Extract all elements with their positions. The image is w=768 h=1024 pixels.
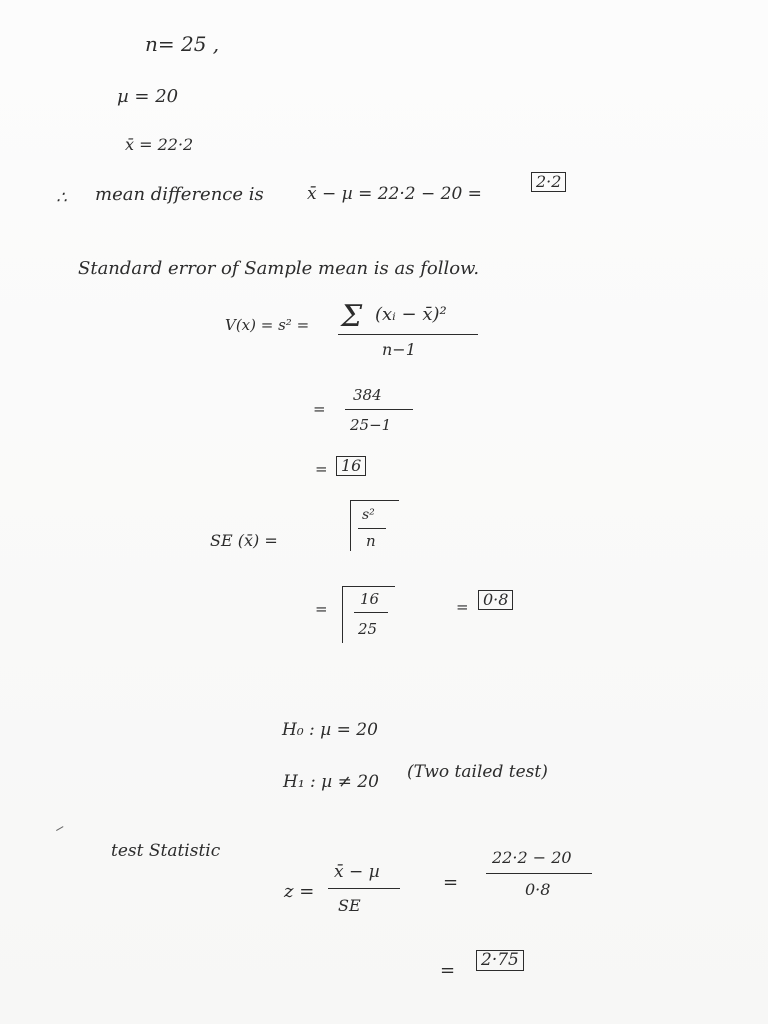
z-fraction-bar [328,888,400,889]
z-value-denominator: 0·8 [525,880,551,899]
two-tailed-note: (Two tailed test) [407,762,548,782]
mean-difference-result: 2·2 [531,172,566,192]
null-hypothesis: H₀ : µ = 20 [282,720,378,740]
den-25-1: 25−1 [350,416,392,434]
equals-3: = [315,600,328,618]
given-mu: µ = 20 [117,86,179,107]
sum-symbol: Σ [341,299,363,334]
stray-pen-mark [56,826,64,832]
z-numerator: x̄ − µ [334,862,380,882]
variance-numerator: (xᵢ − x̄)² [375,304,447,325]
se-denominator: n [366,532,376,550]
variance-lhs: V(x) = s² = [225,316,310,334]
num-384: 384 [353,386,382,404]
se-value-fraction-bar [354,612,388,613]
se-numerator: s² [362,507,375,523]
se-result: 0·8 [478,590,513,610]
equals-1: = [313,400,326,418]
z-value-numerator: 22·2 − 20 [492,848,572,867]
se-fraction-bar [358,528,386,529]
equals-4: = [456,598,469,616]
z-lhs: z = [284,881,315,902]
given-n: n= 25 , [145,32,220,56]
equals-5: = [443,872,459,893]
mean-difference-expr: x̄ − µ = 22·2 − 20 = [307,184,482,204]
alternative-hypothesis: H₁ : µ ≠ 20 [283,772,379,792]
z-result: 2·75 [476,950,524,971]
given-xbar: x̄ = 22·2 [125,135,194,154]
test-statistic-label: test Statistic [111,841,221,861]
se-num-value: 16 [360,590,380,608]
variance-fraction-bar [338,334,478,335]
se-den-value: 25 [358,620,378,638]
mean-difference-text: mean difference is [95,184,264,205]
equals-6: = [440,960,456,981]
z-value-fraction-bar [486,873,592,874]
equals-2: = [315,460,328,478]
therefore-symbol: ∴ [56,188,67,208]
z-denominator: SE [338,896,361,915]
fraction-bar-384 [345,409,413,410]
variance-result: 16 [336,456,366,476]
standard-error-heading: Standard error of Sample mean is as follow. [78,258,480,279]
se-lhs: SE (x̄) = [210,531,278,550]
variance-denominator: n−1 [382,340,416,359]
